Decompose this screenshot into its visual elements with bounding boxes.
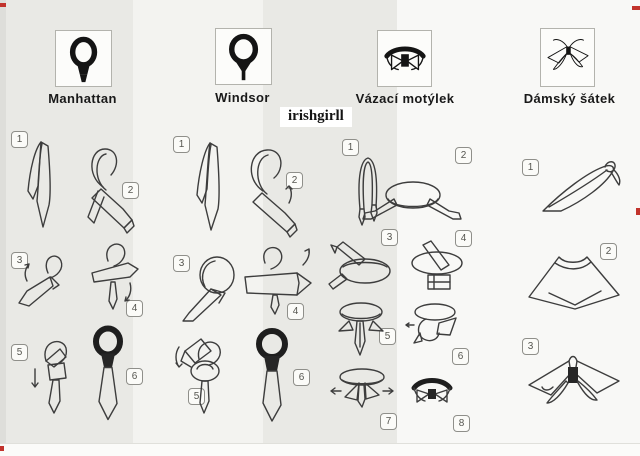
bowtie-step-2-badge: 2 (455, 147, 472, 164)
windsor-step-3-art (181, 255, 243, 323)
scan-mark (0, 446, 4, 451)
bowtie-step-4-badge: 4 (455, 230, 472, 247)
windsor-step-5-badge: 5 (188, 388, 205, 405)
bowtie-step-5-art (337, 299, 385, 363)
bowtie-step-5-badge: 5 (379, 328, 396, 345)
manhattan-step-1-badge: 1 (11, 131, 28, 148)
scarf-step-1-badge: 1 (522, 159, 539, 176)
manhattan-step-2-art (78, 145, 136, 237)
bowtie-step-8-badge: 8 (453, 415, 470, 432)
manhattan-knot-icon (59, 34, 109, 84)
scan-mark (636, 208, 640, 215)
watermark: irishgirll (280, 107, 352, 127)
scan-mark (632, 6, 640, 10)
bowtie-step-3-art (325, 239, 397, 293)
windsor-step-5-art (171, 329, 239, 421)
bowtie-header-box (377, 30, 432, 87)
page-edge (0, 0, 6, 455)
bowtie-step-2-art (361, 169, 463, 241)
bowtie-step-3-badge: 3 (381, 229, 398, 246)
manhattan-label: Manhattan (48, 91, 117, 106)
windsor-step-1-badge: 1 (173, 136, 190, 153)
manhattan-step-4-badge: 4 (126, 300, 143, 317)
windsor-step-2-badge: 2 (286, 172, 303, 189)
manhattan-step-6-art (90, 325, 126, 424)
bowtie-step-6-badge: 6 (452, 348, 469, 365)
manhattan-step-6-badge: 6 (126, 368, 143, 385)
manhattan-step-5-art (26, 331, 78, 423)
windsor-header-box (215, 28, 272, 85)
manhattan-step-5-badge: 5 (11, 344, 28, 361)
windsor-step-2-art (237, 145, 299, 241)
scarf-step-2-art (525, 249, 623, 311)
windsor-step-6-art (253, 327, 291, 425)
manhattan-step-3-art (15, 251, 73, 307)
scarf-step-3-art (521, 341, 625, 409)
scarf-header-box (540, 28, 595, 87)
windsor-step-1-art (186, 137, 232, 234)
ladies-scarf-icon (543, 32, 593, 84)
bowtie-label: Vázací motýlek (355, 91, 455, 106)
windsor-step-3-badge: 3 (173, 255, 190, 272)
scarf-label: Dámský šátek (523, 91, 616, 106)
bowtie-step-1-badge: 1 (342, 139, 359, 156)
manhattan-step-1-art (20, 136, 60, 231)
page-bottom-edge (0, 443, 640, 456)
bowtie-step-7-badge: 7 (380, 413, 397, 430)
bowtie-step-6-art (404, 301, 462, 351)
windsor-label: Windsor (215, 90, 270, 105)
windsor-step-6-badge: 6 (293, 369, 310, 386)
bowtie-step-8-art (409, 374, 455, 412)
scarf-step-2-badge: 2 (600, 243, 617, 260)
bowtie-step-4-art (401, 239, 471, 297)
scan-mark (0, 3, 6, 7)
windsor-knot-icon (219, 32, 269, 82)
manhattan-header-box (55, 30, 112, 87)
manhattan-step-4-art (84, 237, 142, 317)
manhattan-step-3-badge: 3 (11, 252, 28, 269)
scarf-step-3-badge: 3 (522, 338, 539, 355)
manhattan-step-2-badge: 2 (122, 182, 139, 199)
scarf-step-1-art (535, 157, 627, 217)
windsor-step-4-badge: 4 (287, 303, 304, 320)
bowtie-step-7-art (329, 367, 395, 411)
windsor-step-4-art (239, 243, 315, 317)
bow-tie-icon (381, 35, 429, 83)
